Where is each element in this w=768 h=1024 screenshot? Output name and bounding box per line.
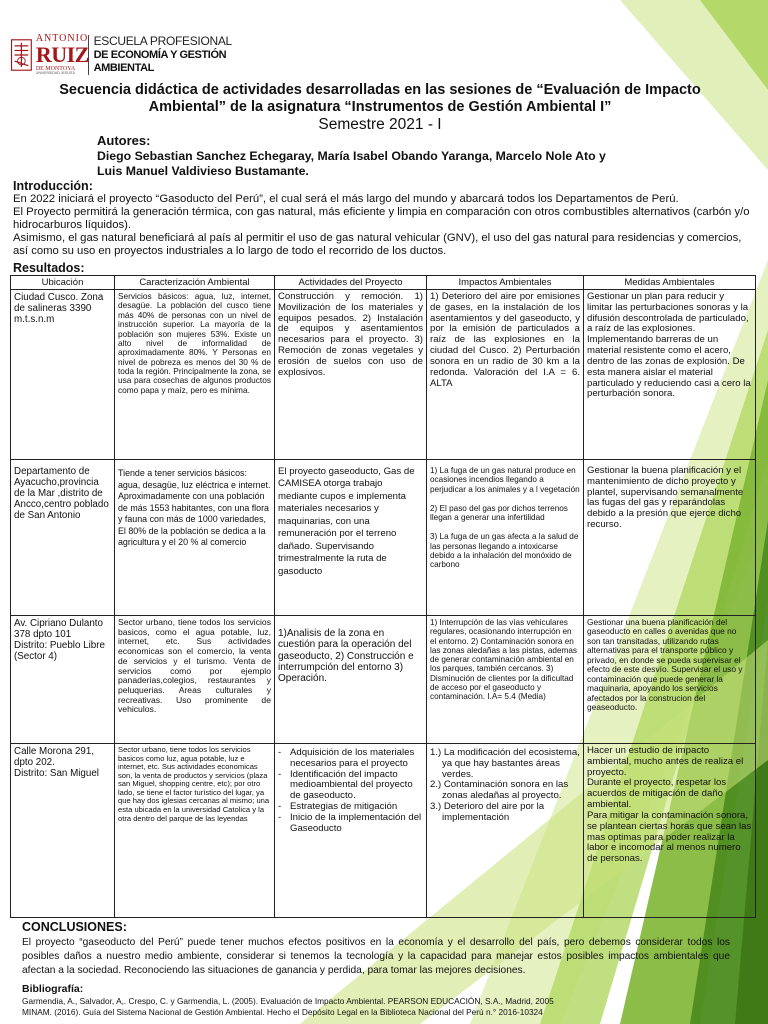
cell-medidas [584,744,756,918]
address: Calle Morona 291, dpto 202. [14,746,95,769]
cell-impactos [427,460,584,616]
bibliography-entry: MINAM. (2016). Guía del Sistema Nacional de Gestión Ambiental. Hecho el Depósito Legal en la Biblioteca Nacional del Perú n.° 2016-10324 [22,1006,543,1017]
cell-caracterizacion: Sector urbano, tiene todos los servicios basicos, como el agua potable, luz, internet, etc. Sus actividades economicas son el comercio, la venta de servicios y el turismo. Venta de servicios como por ejemplo panaderias,colegios, restaurantes y peluquerias. Areas culturales y recreativas. Uso prominente de vehiculos. [115,616,275,744]
cell-impactos: 1) Interrupción de las vías vehiculares regulares, ocasionando interrupción en el entorno. 2) Contaminación sonora en las zonas aledañas a las pistas, ademas de generar contaminación ambiental en los parques, también cercanos. 3) Disminución de clientes por la dificultad de acceso por el gaseoducto y contaminación. I.A= 5.4 (Media) [427,616,584,744]
table-header-row [11,276,756,290]
column-header: Caracterización Ambiental [115,276,275,290]
conclusions-text: El proyecto “gaseoducto del Perú” puede tener muchos efectos positivos en la economía y el desarrollo del país, pero debemos considerar todos los posibles daños a nuestro medio ambiente, considerar si tenemos la tecnología y la capacidad para manejar estos posibles impactos ambientales que afectan a la sociedad. Reconociendo las situaciones de ganancia y perdida, para tomar las mejores decisiones. [22,937,730,976]
cell-actividades: El proyecto gaseoducto, Gas de CAMISEA otorga trabajo mediante cupos e implementa materiales necesarios y maquinarias, con una remuneración por el terreno dañado. Supervisando trimestralmente la ruta de gasoducto [275,460,427,616]
school-name: ESCUELA PROFESIONAL DE ECONOMÍA Y GESTIÓN AMBIENTAL [93,34,232,74]
intro-paragraph: El Proyecto permitirá la generación térmica, con gas natural, más eficiente y limpia en comparación con otros combustibles alternativos (carbón y/o hidrocarburos líquidos). [13,206,750,231]
list-item: 1.) La modificación del ecosistema, ya que hay bastantes áreas verdes. [430,747,580,780]
table-row [11,460,756,616]
table-row [11,744,756,918]
cell-ubicacion [11,744,115,918]
district: Distrito: San Miguel [14,768,99,780]
cell-caracterizacion: Servicios básicos: agua, luz, internet, desagüe. La población del cusco tiene más 40% de personas con un nivel de instrucción superior. La mayoría de la población son mujeres 53%. Existe un alto nivel de informalidad de aproximadamente 80%. Y Personas en nivel de pobreza es menos del 30 % de toda la región. Principalmente la zona, se usa para cosechas de algunos productos como papa y maíz, pero es mínima. [115,290,275,460]
cell-caracterizacion: Tiende a tener servicios básicos: agua, desagüe, luz eléctrica e internet. Aproximadamente con una población de más 1553 habitantes, con una flora y fauna con más de 1000 variedades, El 80% de la población se dedica a la agricultura y el 20 % al comercio [115,460,275,616]
measure-item: Hacer un estudio de impacto ambiental, mucho antes de realiza el proyecto. [587,745,744,778]
impacts-list [430,748,580,824]
cell-ubicacion [11,616,115,744]
authors-heading: Autores: [97,133,151,148]
poster-title: Secuencia didáctica de actividades desarrolladas en las sesiones de “Evaluación de Impacto Ambiental” de la asignatura “Instrumentos de Gestión Ambiental I” [59,82,701,115]
impact-item: 2) El paso del gas por dichos terrenos llegan a generar una infertilidad [430,503,568,523]
list-item: - Inicio de la implementación del Gaseoducto [278,811,422,834]
cell-medidas: Gestionar un plan para reducir y limitar las perturbaciones sonoras y la difusión descontrolada de particulado, a raíz de las explosiones. Implementando barreras de un material resistente como el acero, dentro de las zonas de explosión. De esta manera aislar el material particulado y reduciendo casi a cero la perturbación sonora. [584,290,756,460]
university-crest-icon [10,33,33,77]
results-table [10,275,756,918]
table-row [11,290,756,460]
university-logo [10,30,242,80]
list-item: - Identificación del impacto medioambiental del proyecto de gaseoducto. [278,768,413,802]
column-header: Medidas Ambientales [584,276,756,290]
cell-impactos [427,744,584,918]
impact-item: 3) La fuga de un gas afecta a la salud de las personas llegando a intoxicarse debido a la inhalación del monóxido de carbono [430,532,579,570]
cell-ubicacion: Departamento de Ayacucho,provincia de la Mar ,distrito de Ancco,centro poblado de San Antonio [11,460,115,616]
cell-medidas: Gestionar una buena planificación del gaseoducto en calles o avenidas que no son tan transitadas, utilizando rutas alternativas para el transporte público y privado, en donde se pueda supervisar el efecto de este desvío. Supervisar el uso y contaminación que puede generar la maquinaria, apoyando los servicios afectados por la construcion del geaseoducto. [584,616,756,744]
conclusions-heading: CONCLUSIONES: [22,920,127,934]
bibliography-list [22,996,752,1017]
address: Av. Cipriano Dulanto 378 dpto 101 [14,618,103,641]
column-header: Impactos Ambientales [427,276,584,290]
column-header: Actividades del Proyecto [275,276,427,290]
activities-list [278,748,423,835]
impact-item: 1) La fuga de un gas natural produce en ocasiones incendios llegando a perjudicar a los animales y a l vegetación [430,466,580,494]
district: Distrito: Pueblo Libre (Sector 4) [14,640,105,663]
logo-divider [88,35,89,75]
measure-item: Para mitigar la contaminación sonora, se plantean ciertas horas que sean las mas optimas para poder realizar la labor e incomodar al menos numero de personas. [587,809,752,865]
cell-caracterizacion: Sector urbano, tiene todos los servicios basicos como luz, agua potable, luz e internet, etc. Sus actividades economicas son, la venta de productos y servicios (plaza san Miguel, shopping centre, etc); por otro lado, se tiene el factor turístico del lugar, ya que hay dos iglesias cercanas al mismo; una esta ubicada en la universidad Catolica y la otra dentro del parque de las leyendas [115,744,275,918]
university-name: ANTONIO RUIZ DE MONTOYA UNIVERSIDAD JESUITA [35,33,89,76]
cell-ubicacion: Ciudad Cusco. Zona de salineras 3390 m.t.s.n.m [11,290,115,460]
list-item: 2.) Contaminación sonora en las zonas aledañas al proyecto. [430,779,569,802]
cell-actividades [275,744,427,918]
list-item: - Adquisición de los materiales necesarios para el proyecto [278,747,415,769]
cell-actividades: 1)Analisis de la zona en cuestión para la operación del gaseoducto, 2) Construcción e interrumpción del entorno 3) Operación. [275,616,427,744]
bibliography-entry: Garmendia, A., Salvador, A,. Crespo, C. y Garmendia, L. (2005). Evaluación de Impacto Ambiental. PEARSON EDUCACIÓN, S.A., Madrid, 2005 [22,996,554,1006]
introduction-text [13,193,758,258]
table-row [11,616,756,744]
cell-impactos: 1) Deterioro del aire por emisiones de gases, en la instalación de los asentamientos y del gaseoducto, y por la emisión de particulados a raíz de las explosiones en la ciudad del Cusco. 2) Perturbación sonora en un radio de 30 km a la redonda. Valoración del I.A = 6. ALTA [427,290,584,460]
list-item: - Estrategias de mitigación [278,801,398,813]
column-header: Ubicación [11,276,115,290]
results-heading: Resultados: [13,261,85,275]
cell-actividades: Construcción y remoción. 1) Movilización de los materiales y equipos pesados. 2) Instalación de equipos y asentamientos necesarios para el proyecto. 3) Remoción de zonas vegetales y erosión de suelos con uso de explosivos. [275,290,427,460]
intro-paragraph: Asimismo, el gas natural beneficiará al país al permitir el uso de gas natural vehicular (GNV), el uso del gas natural para residencias y comercios, así como su uso en proyectos industriales a lo largo de todo el recorrido de los ductos. [13,232,742,257]
intro-paragraph: En 2022 iniciará el proyecto “Gasoducto del Perú”, el cual será el más largo del mundo y abarcará todos los Departamentos de Perú. [13,193,679,205]
bibliography-heading: Bibliografía: [22,983,84,995]
list-item: 3.) Deterioro del aire por la implementación [430,801,545,823]
authors-list: Diego Sebastian Sanchez Echegaray, María Isabel Obando Yaranga, Marcelo Nole Ato y Luis Manuel Valdivieso Bustamante. [97,149,606,178]
measure-item: Durante el proyecto, respetar los acuerdos de mitigación de daño ambiental. [587,777,727,811]
semester: Semestre 2021 - I [318,116,442,133]
cell-medidas: Gestionar la buena planificación y el mantenimiento de dicho proyecto y plantel, supervisando semanalmente las fugas del gas y reparándolas debido a la presión que ejerce dicho recurso. [584,460,756,616]
introduction-heading: Introducción: [13,179,93,193]
